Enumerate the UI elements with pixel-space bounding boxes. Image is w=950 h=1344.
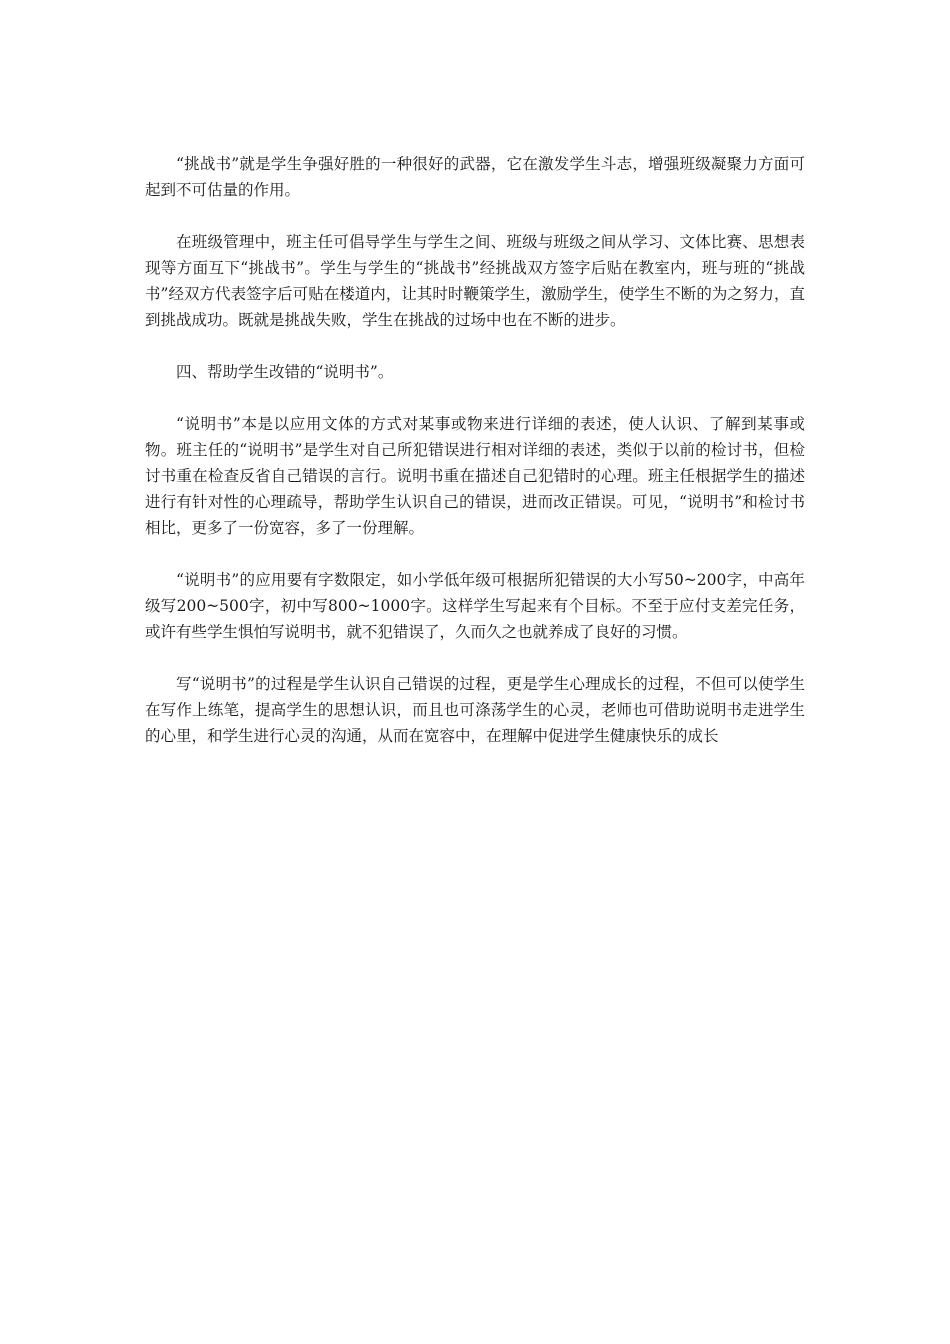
document-body <box>145 151 805 775</box>
paragraph-instructions-definition: “说明书”本是以应用文体的方式对某事或物来进行详细的表述，使人认识、了解到某事或物。班主任的“说明书”是学生对自己所犯错误进行相对详细的表述，类似于以前的检讨书，但检讨书重在检查反省自己错误的言行。说明书重在描述自己犯错时的心理。班主任根据学生的描述进行有针对性的心理疏导，帮助学生认识自己的错误，进而改正错误。可见，“说明书”和检讨书相比，更多了一份宽容，多了一份理解。 <box>145 415 805 537</box>
paragraph-instructions-process: 写“说明书”的过程是学生认识自己错误的过程，更是学生心理成长的过程，不但可以使学生在写作上练笔，提高学生的思想认识，而且也可涤荡学生的心灵，老师也可借助说明书走进学生的心里，和学生进行心灵的沟通，从而在宽容中，在理解中促进学生健康快乐的成长 <box>145 675 805 745</box>
paragraph-instructions-word-limit: “说明书”的应用要有字数限定，如小学低年级可根据所犯错误的大小写50~200字，中高年级写200~500字，初中写800~1000字。这样学生写起来有个目标。不至于应付支差完任务，或许有些学生惧怕写说明书，就不犯错误了，久而久之也就养成了良好的习惯。 <box>145 571 805 641</box>
paragraph-challenge-usage: 在班级管理中，班主任可倡导学生与学生之间、班级与班级之间从学习、文体比赛、思想表现等方面互下“挑战书”。学生与学生的“挑战书”经挑战双方签字后贴在教室内，班与班的“挑战书”经双方代表签字后可贴在楼道内，让其时时鞭策学生，激励学生，使学生不断的为之努力，直到挑战成功。既就是挑战失败，学生在挑战的过场中也在不断的进步。 <box>145 233 805 329</box>
section-heading-instructions: 四、帮助学生改错的“说明书”。 <box>176 363 394 381</box>
paragraph-challenge-intro: “挑战书”就是学生争强好胜的一种很好的武器，它在激发学生斗志，增强班级凝聚力方面可起到不可估量的作用。 <box>145 155 805 199</box>
